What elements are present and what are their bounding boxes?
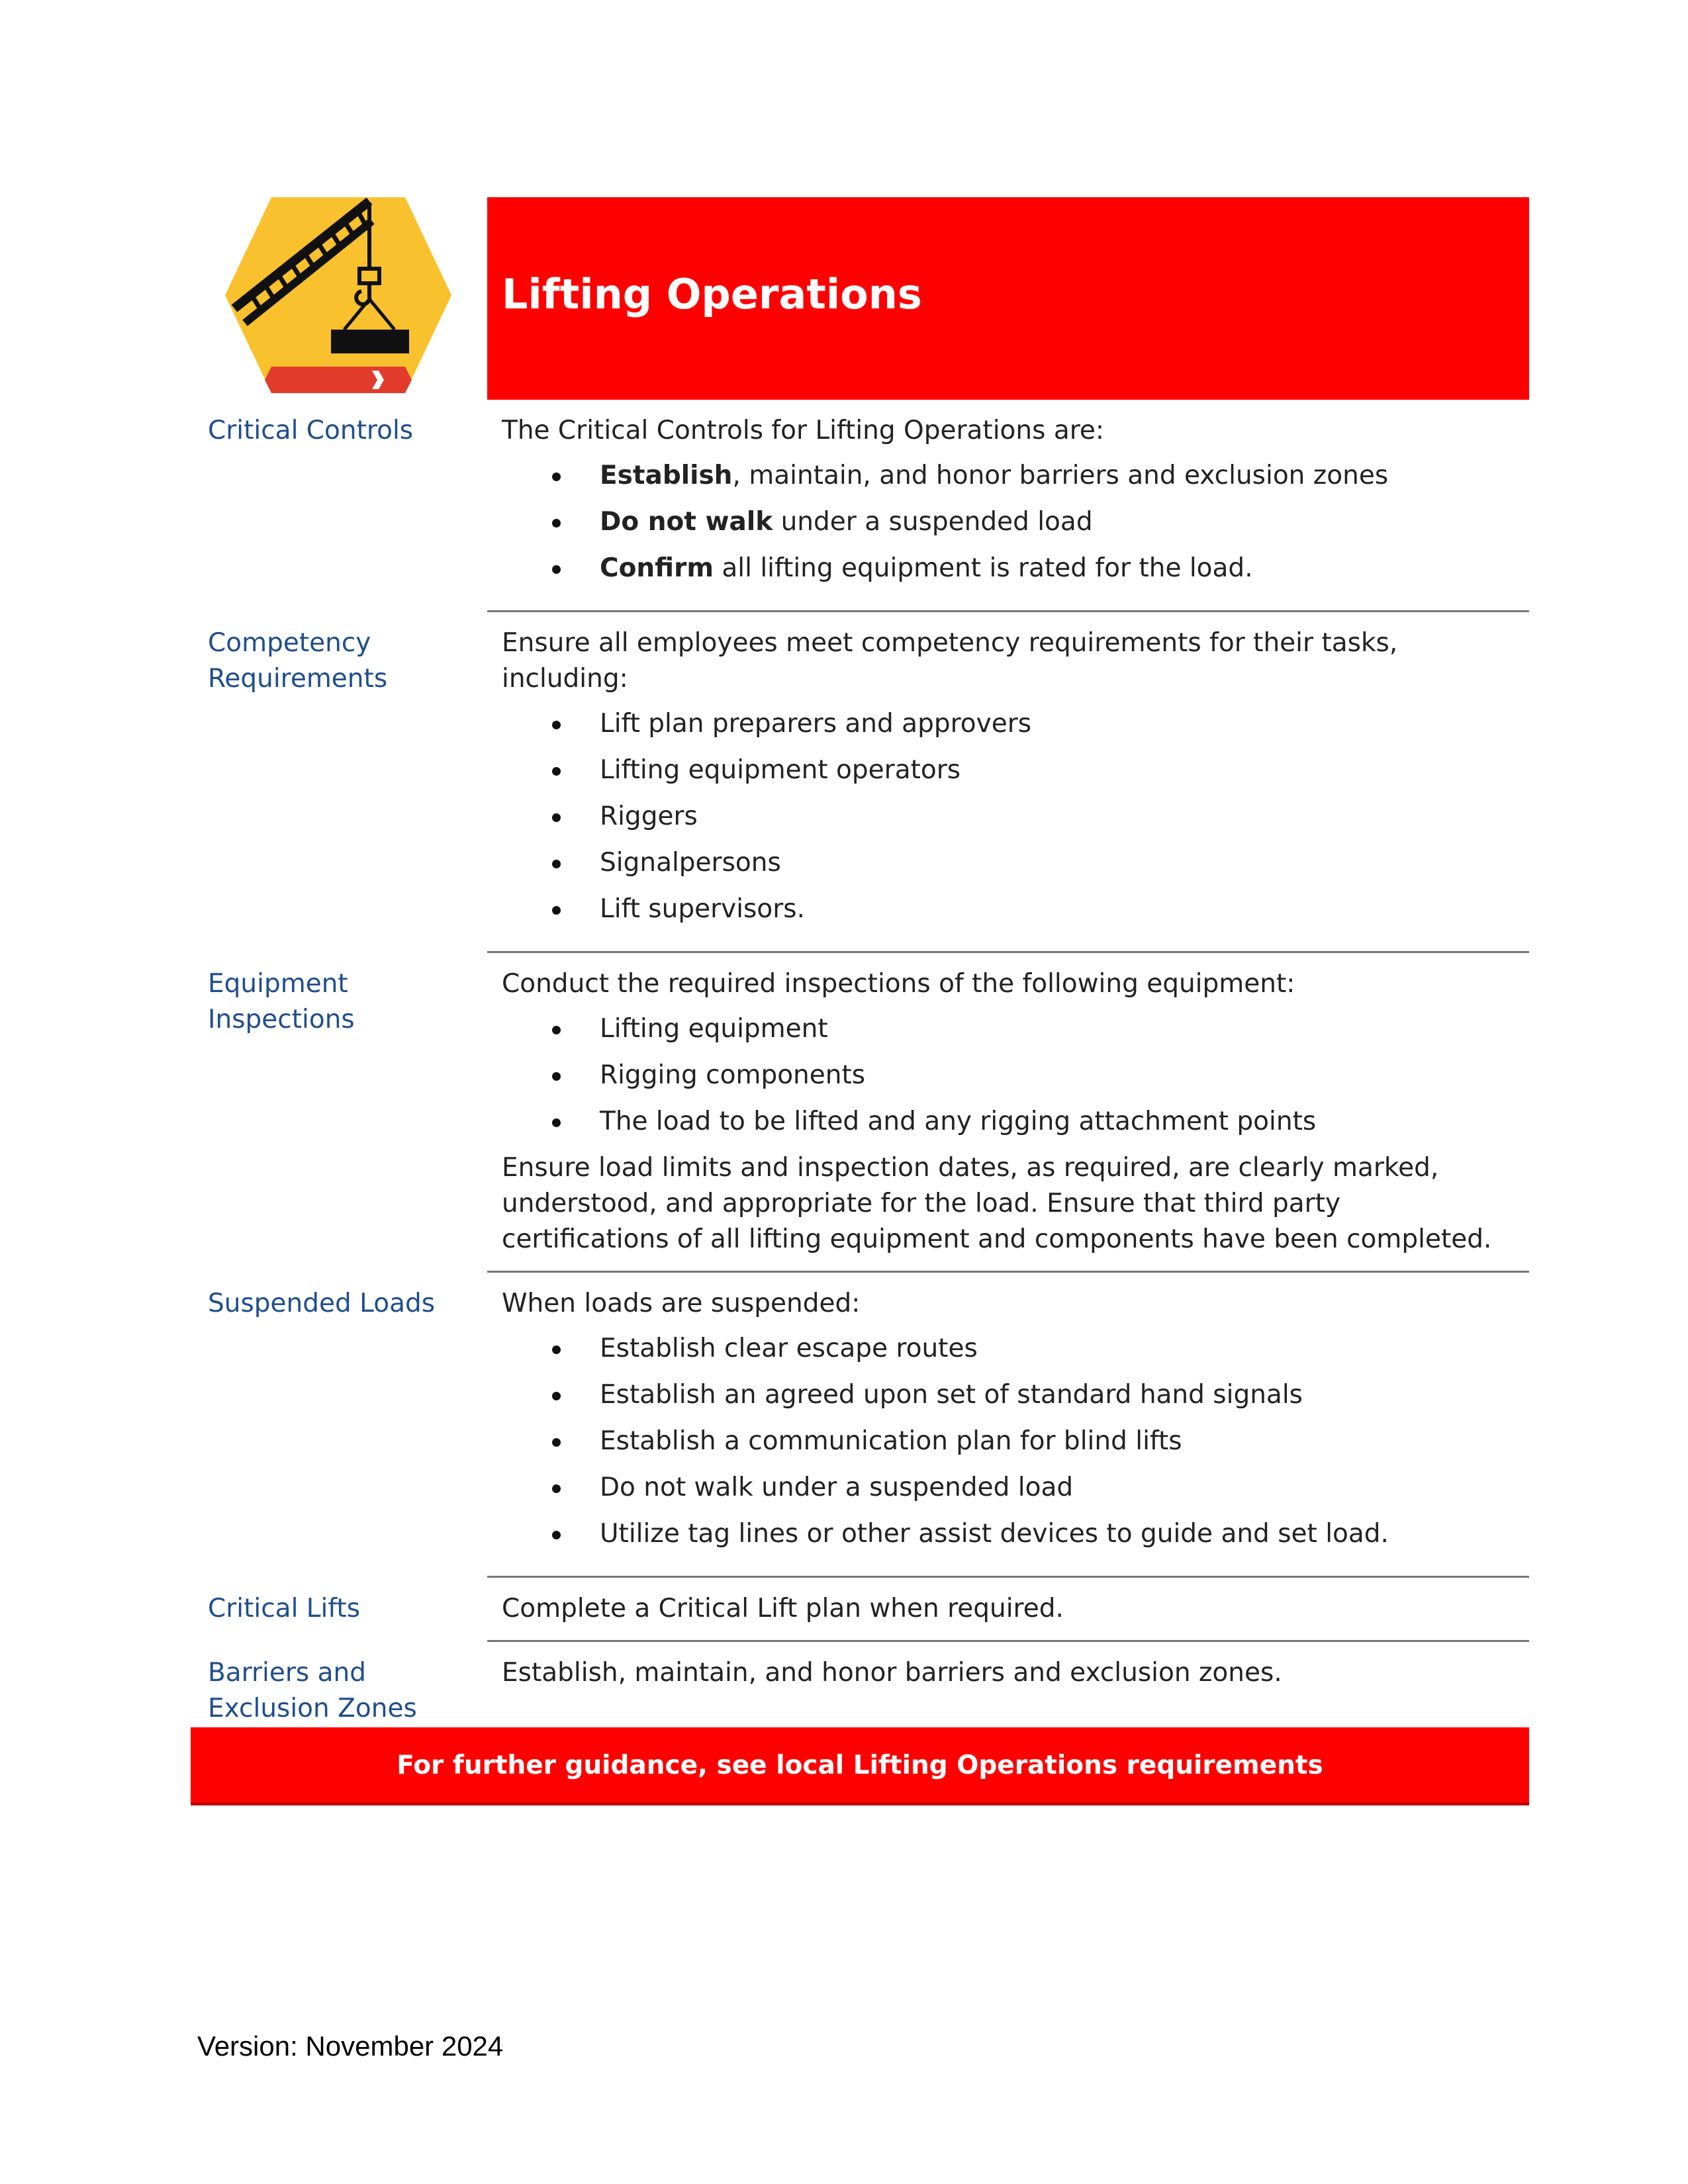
- bullet-bold-text: Confirm: [600, 553, 714, 583]
- bullet-dot-icon: [552, 565, 561, 574]
- bullet-item: [502, 891, 1515, 927]
- section-label-line: Critical Lifts: [208, 1594, 361, 1623]
- section-row: [191, 1578, 1529, 1642]
- header-row: [191, 197, 1529, 400]
- version-text: Version: November 2024: [197, 2030, 504, 2062]
- bullet-text: Lifting equipment: [600, 1014, 828, 1044]
- bullet-text: Lift supervisors.: [600, 894, 805, 924]
- section-label-line: Inspections: [208, 1005, 355, 1034]
- section-intro: Complete a Critical Lift plan when required.: [502, 1594, 1064, 1623]
- bullet-list: [502, 1331, 1515, 1552]
- bullet-item: [502, 504, 1515, 540]
- bullet-dot-icon: [552, 1072, 561, 1081]
- section-content: [487, 400, 1529, 612]
- bullet-item: [502, 1470, 1515, 1506]
- bullet-dot-icon: [552, 1345, 561, 1354]
- bullet-dot-icon: [552, 813, 561, 822]
- section-label-line: Barriers and: [208, 1658, 366, 1688]
- bullet-dot-icon: [552, 721, 561, 729]
- bullet-list: [502, 706, 1515, 927]
- section-content: [487, 1578, 1529, 1642]
- section-content: [487, 612, 1529, 953]
- section-label-line: Competency: [208, 628, 371, 658]
- section-label-line: Suspended Loads: [208, 1289, 436, 1318]
- bullet-text: Lifting equipment operators: [600, 755, 961, 785]
- bullet-list: [502, 458, 1515, 586]
- footer-text: For further guidance, see local Lifting Operations requirements: [397, 1750, 1323, 1780]
- bullet-dot-icon: [552, 473, 561, 481]
- page-title: Lifting Operations: [502, 270, 922, 318]
- bullet-text: Riggers: [600, 801, 698, 831]
- bullet-list: [502, 1011, 1515, 1140]
- bullet-item: [502, 1331, 1515, 1367]
- section-label: [191, 953, 487, 1273]
- bullet-text: Establish a communication plan for blind lifts: [600, 1426, 1182, 1456]
- bullet-item: [502, 845, 1515, 881]
- bullet-item: [502, 1011, 1515, 1047]
- section-label: [191, 1273, 487, 1578]
- bullet-dot-icon: [552, 860, 561, 868]
- section-label: [191, 1578, 487, 1642]
- bullet-dot-icon: [552, 1438, 561, 1447]
- bullet-text: Rigging components: [600, 1060, 866, 1090]
- section-row: [191, 953, 1529, 1273]
- section-label-line: Critical Controls: [208, 416, 414, 445]
- bullet-text: Signalpersons: [600, 848, 781, 878]
- section-content: [487, 1273, 1529, 1578]
- bullet-text: Lift plan preparers and approvers: [600, 709, 1032, 739]
- section-intro: The Critical Controls for Lifting Operations are:: [502, 416, 1105, 445]
- bullet-item: [502, 1424, 1515, 1459]
- bullet-item: [502, 1516, 1515, 1552]
- section-label: [191, 1642, 487, 1727]
- bullet-item: [502, 706, 1515, 742]
- bullet-text: Do not walk under a suspended load: [600, 1473, 1074, 1502]
- bullet-dot-icon: [552, 1392, 561, 1400]
- bullet-item: [502, 458, 1515, 494]
- section-intro: Conduct the required inspections of the following equipment:: [502, 969, 1295, 999]
- bullet-dot-icon: [552, 519, 561, 527]
- sections-container: [191, 400, 1529, 1727]
- crane-hexagon-icon: [225, 197, 451, 393]
- bullet-dot-icon: [552, 906, 561, 915]
- bullet-dot-icon: [552, 1484, 561, 1493]
- section-label: [191, 400, 487, 612]
- section-label-line: Requirements: [208, 664, 388, 694]
- bullet-dot-icon: [552, 767, 561, 776]
- bullet-bold-text: Do not walk: [600, 507, 773, 537]
- section-row: [191, 1642, 1529, 1727]
- bullet-item: [502, 1104, 1515, 1140]
- bullet-item: [502, 1377, 1515, 1413]
- section-row: [191, 400, 1529, 612]
- section-label-line: Equipment: [208, 969, 348, 999]
- bullet-item: [502, 799, 1515, 835]
- footer-banner: [191, 1727, 1529, 1805]
- lifting-operations-sheet: [191, 197, 1529, 1780]
- section-intro: Establish, maintain, and honor barriers and exclusion zones.: [502, 1658, 1282, 1688]
- section-intro: Ensure all employees meet competency requirements for their tasks, including:: [502, 628, 1398, 694]
- bullet-text: Establish an agreed upon set of standard hand signals: [600, 1380, 1303, 1410]
- bullet-item: [502, 551, 1515, 586]
- section-label-line: Exclusion Zones: [208, 1694, 417, 1723]
- bullet-text: all lifting equipment is rated for the load.: [713, 553, 1253, 583]
- bullet-item: [502, 752, 1515, 788]
- bullet-bold-text: Establish: [600, 461, 733, 490]
- bullet-text: under a suspended load: [773, 507, 1093, 537]
- section-row: [191, 1273, 1529, 1578]
- section-row: [191, 612, 1529, 953]
- section-intro: When loads are suspended:: [502, 1289, 861, 1318]
- bullet-text: , maintain, and honor barriers and exclusion zones: [732, 461, 1389, 490]
- bullet-text: Utilize tag lines or other assist devices to guide and set load.: [600, 1519, 1389, 1549]
- bullet-dot-icon: [552, 1531, 561, 1539]
- bullet-text: The load to be lifted and any rigging attachment points: [600, 1107, 1317, 1136]
- title-banner: [487, 197, 1529, 400]
- bullet-item: [502, 1058, 1515, 1093]
- bullet-dot-icon: [552, 1118, 561, 1127]
- section-content: [487, 953, 1529, 1273]
- bullet-text: Establish clear escape routes: [600, 1334, 978, 1363]
- bullet-dot-icon: [552, 1026, 561, 1034]
- section-content: [487, 1642, 1529, 1727]
- section-label: [191, 612, 487, 953]
- section-paragraph: Ensure load limits and inspection dates, as required, are clearly marked, understood, and appropriate for the load. Ensure that third party certifications of all lifting equipment and components have been completed.: [502, 1153, 1492, 1254]
